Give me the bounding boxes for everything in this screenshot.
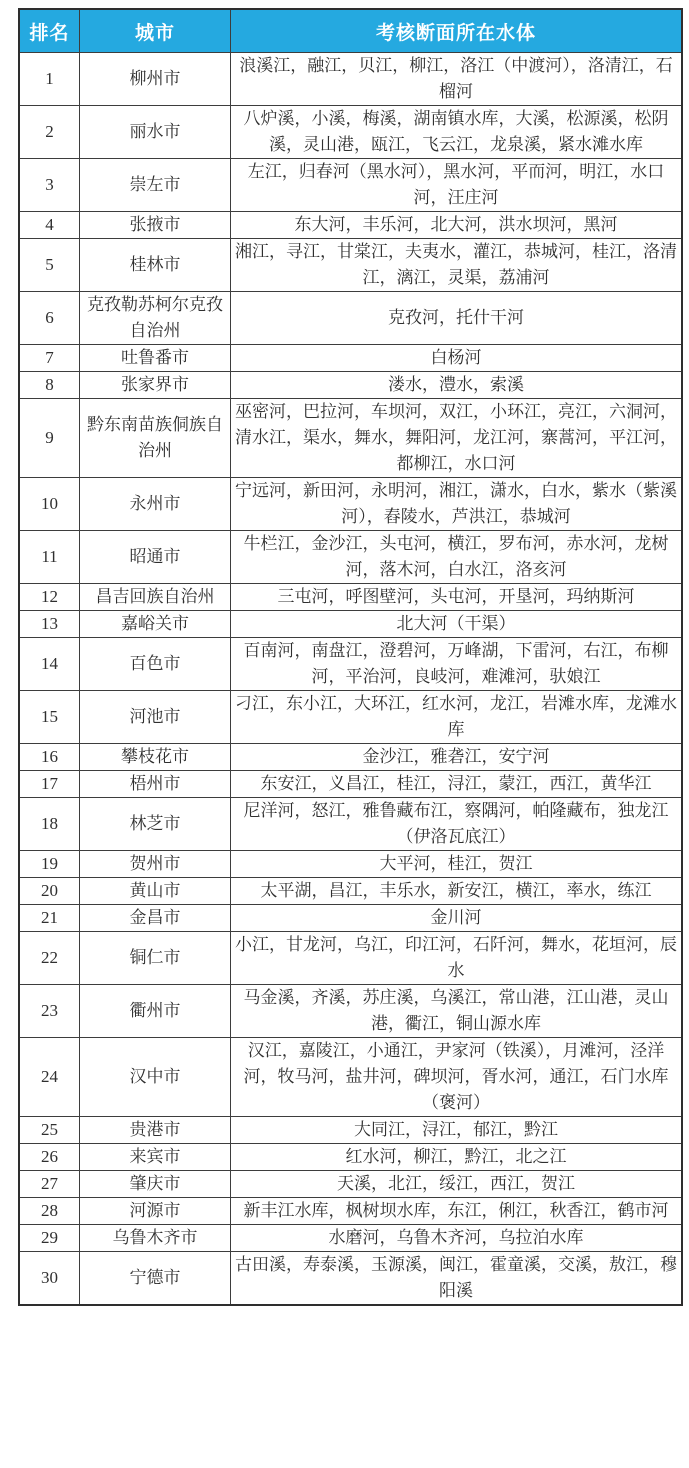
cell-waters: 红水河，柳江，黔江，北之江	[231, 1144, 683, 1171]
cell-waters: 东大河，丰乐河，北大河，洪水坝河，黑河	[231, 212, 683, 239]
cell-rank: 30	[19, 1252, 80, 1306]
cell-waters: 克孜河，托什干河	[231, 292, 683, 345]
header-rank: 排名	[19, 9, 80, 53]
table-row	[19, 744, 682, 771]
cell-waters: 北大河（干渠）	[231, 611, 683, 638]
cell-city: 贵港市	[80, 1117, 231, 1144]
cell-city: 克孜勒苏柯尔克孜自治州	[80, 292, 231, 345]
table-row	[19, 851, 682, 878]
table-row	[19, 531, 682, 584]
table-row	[19, 584, 682, 611]
cell-city: 张掖市	[80, 212, 231, 239]
cell-waters: 巫密河，巴拉河，车坝河，双江，小环江，亮江，六洞河，清水江，渠水，舞水，舞阳河，龙江河，寨蒿河，平江河，都柳江，水口河	[231, 399, 683, 478]
table-row	[19, 932, 682, 985]
cell-city: 黔东南苗族侗族自治州	[80, 399, 231, 478]
table-header	[19, 9, 682, 53]
header-row	[19, 9, 682, 53]
cell-city: 丽水市	[80, 106, 231, 159]
cell-rank: 17	[19, 771, 80, 798]
header-city: 城市	[80, 9, 231, 53]
cell-city: 金昌市	[80, 905, 231, 932]
table-row	[19, 106, 682, 159]
cell-rank: 3	[19, 159, 80, 212]
cell-rank: 18	[19, 798, 80, 851]
cell-city: 崇左市	[80, 159, 231, 212]
cell-rank: 24	[19, 1038, 80, 1117]
cell-waters: 金川河	[231, 905, 683, 932]
table-row	[19, 53, 682, 106]
cell-rank: 27	[19, 1171, 80, 1198]
cell-waters: 大平河，桂江，贺江	[231, 851, 683, 878]
cell-city: 昌吉回族自治州	[80, 584, 231, 611]
cell-city: 林芝市	[80, 798, 231, 851]
cell-rank: 6	[19, 292, 80, 345]
cell-waters: 大同江，浔江，郁江，黔江	[231, 1117, 683, 1144]
cell-waters: 太平湖，昌江，丰乐水，新安江，横江，率水，练江	[231, 878, 683, 905]
table-row	[19, 985, 682, 1038]
table-row	[19, 345, 682, 372]
cell-rank: 28	[19, 1198, 80, 1225]
cell-rank: 13	[19, 611, 80, 638]
cell-waters: 百南河，南盘江，澄碧河，万峰湖，下雷河，右江，布柳河，平治河，良岐河，难滩河，驮娘江	[231, 638, 683, 691]
cell-waters: 汉江，嘉陵江，小通江，尹家河（铁溪），月滩河，泾洋河，牧马河，盐井河，碑坝河，胥水河，通江，石门水库（褒河）	[231, 1038, 683, 1117]
cell-city: 河源市	[80, 1198, 231, 1225]
table-row	[19, 771, 682, 798]
table-row	[19, 1038, 682, 1117]
cell-rank: 20	[19, 878, 80, 905]
cell-rank: 14	[19, 638, 80, 691]
cell-city: 桂林市	[80, 239, 231, 292]
cell-city: 河池市	[80, 691, 231, 744]
cell-waters: 三屯河，呼图壁河，头屯河，开垦河，玛纳斯河	[231, 584, 683, 611]
cell-city: 柳州市	[80, 53, 231, 106]
cell-waters: 浪溪江，融江，贝江，柳江，洛江（中渡河），洛清江，石榴河	[231, 53, 683, 106]
cell-rank: 16	[19, 744, 80, 771]
cell-waters: 马金溪，齐溪，苏庄溪，乌溪江，常山港，江山港，灵山港，衢江，铜山源水库	[231, 985, 683, 1038]
cell-waters: 水磨河，乌鲁木齐河，乌拉泊水库	[231, 1225, 683, 1252]
cell-city: 张家界市	[80, 372, 231, 399]
cell-city: 铜仁市	[80, 932, 231, 985]
cell-city: 永州市	[80, 478, 231, 531]
table-row	[19, 1225, 682, 1252]
cell-rank: 23	[19, 985, 80, 1038]
table-row	[19, 399, 682, 478]
cell-city: 攀枝花市	[80, 744, 231, 771]
cell-city: 嘉峪关市	[80, 611, 231, 638]
cell-waters: 东安江，义昌江，桂江，浔江，蒙江，西江，黄华江	[231, 771, 683, 798]
cell-waters: 湘江，寻江，甘棠江，夫夷水，灌江，恭城河，桂江，洛清江，漓江，灵渠，荔浦河	[231, 239, 683, 292]
cell-rank: 12	[19, 584, 80, 611]
cell-waters: 宁远河，新田河，永明河，湘江，潇水，白水，紫水（紫溪河），舂陵水，芦洪江，恭城河	[231, 478, 683, 531]
table-row	[19, 159, 682, 212]
cell-city: 乌鲁木齐市	[80, 1225, 231, 1252]
city-water-ranking-table	[18, 8, 683, 1306]
table-row	[19, 611, 682, 638]
table-row	[19, 239, 682, 292]
cell-rank: 19	[19, 851, 80, 878]
table-row	[19, 691, 682, 744]
cell-city: 来宾市	[80, 1144, 231, 1171]
cell-city: 衢州市	[80, 985, 231, 1038]
cell-rank: 21	[19, 905, 80, 932]
table-row	[19, 292, 682, 345]
cell-rank: 26	[19, 1144, 80, 1171]
table-row	[19, 1252, 682, 1306]
header-water-bodies: 考核断面所在水体	[231, 9, 683, 53]
cell-rank: 11	[19, 531, 80, 584]
cell-rank: 22	[19, 932, 80, 985]
cell-city: 吐鲁番市	[80, 345, 231, 372]
table-row	[19, 1117, 682, 1144]
cell-city: 昭通市	[80, 531, 231, 584]
cell-rank: 5	[19, 239, 80, 292]
cell-rank: 25	[19, 1117, 80, 1144]
cell-rank: 1	[19, 53, 80, 106]
cell-waters: 天溪，北江，绥江，西江，贺江	[231, 1171, 683, 1198]
cell-waters: 尼洋河，怒江，雅鲁藏布江，察隅河，帕隆藏布，独龙江（伊洛瓦底江）	[231, 798, 683, 851]
cell-rank: 8	[19, 372, 80, 399]
table-row	[19, 905, 682, 932]
cell-city: 肇庆市	[80, 1171, 231, 1198]
cell-waters: 牛栏江，金沙江，头屯河，横江，罗布河，赤水河，龙树河，落木河，白水江，洛亥河	[231, 531, 683, 584]
table-row	[19, 1144, 682, 1171]
cell-rank: 10	[19, 478, 80, 531]
cell-waters: 八炉溪，小溪，梅溪，湖南镇水库，大溪，松源溪，松阴溪，灵山港，瓯江，飞云江，龙泉溪，紧水滩水库	[231, 106, 683, 159]
cell-waters: 左江，归春河（黑水河），黑水河，平而河，明江，水口河，汪庄河	[231, 159, 683, 212]
cell-city: 贺州市	[80, 851, 231, 878]
cell-rank: 15	[19, 691, 80, 744]
cell-rank: 9	[19, 399, 80, 478]
cell-waters: 古田溪，寿泰溪，玉源溪，闽江，霍童溪，交溪，敖江，穆阳溪	[231, 1252, 683, 1306]
cell-waters: 小江，甘龙河，乌江，印江河，石阡河，舞水，花垣河，辰水	[231, 932, 683, 985]
cell-city: 汉中市	[80, 1038, 231, 1117]
cell-waters: 溇水，澧水，索溪	[231, 372, 683, 399]
cell-rank: 4	[19, 212, 80, 239]
cell-waters: 金沙江，雅砻江，安宁河	[231, 744, 683, 771]
table-row	[19, 798, 682, 851]
cell-city: 梧州市	[80, 771, 231, 798]
table-body	[19, 53, 682, 1306]
table-row	[19, 638, 682, 691]
table-row	[19, 212, 682, 239]
cell-city: 百色市	[80, 638, 231, 691]
table-row	[19, 478, 682, 531]
cell-rank: 2	[19, 106, 80, 159]
cell-waters: 白杨河	[231, 345, 683, 372]
table-row	[19, 372, 682, 399]
cell-city: 黄山市	[80, 878, 231, 905]
cell-waters: 刁江，东小江，大环江，红水河，龙江，岩滩水库，龙滩水库	[231, 691, 683, 744]
cell-city: 宁德市	[80, 1252, 231, 1306]
cell-rank: 29	[19, 1225, 80, 1252]
table-row	[19, 1198, 682, 1225]
table-row	[19, 1171, 682, 1198]
cell-rank: 7	[19, 345, 80, 372]
cell-waters: 新丰江水库，枫树坝水库，东江，俐江，秋香江，鹤市河	[231, 1198, 683, 1225]
table-row	[19, 878, 682, 905]
